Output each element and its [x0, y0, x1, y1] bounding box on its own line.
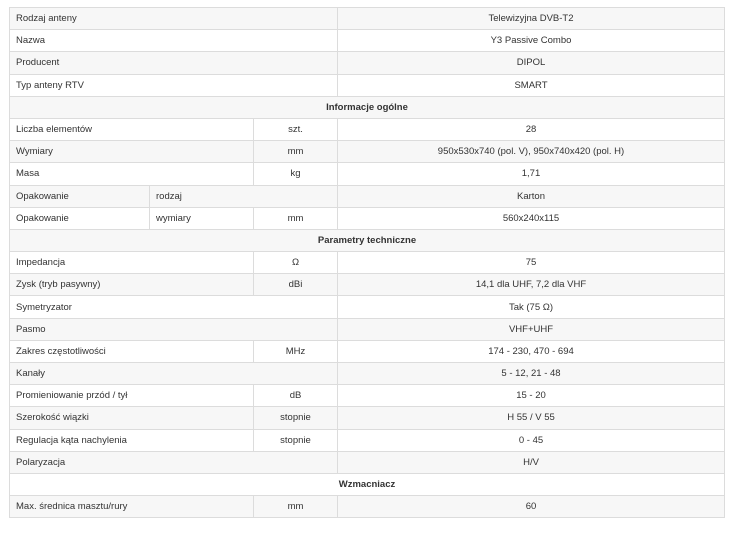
- section-title: Parametry techniczne: [10, 229, 725, 251]
- spec-unit: mm: [254, 207, 338, 229]
- spec-value: SMART: [338, 74, 725, 96]
- spec-row: [10, 385, 725, 407]
- spec-row: [10, 8, 725, 30]
- spec-unit: stopnie: [254, 407, 338, 429]
- spec-value: 560x240x115: [338, 207, 725, 229]
- spec-row: [10, 363, 725, 385]
- spec-value: 14,1 dla UHF, 7,2 dla VHF: [338, 274, 725, 296]
- spec-row: [10, 429, 725, 451]
- spec-row: [10, 274, 725, 296]
- spec-value: H 55 / V 55: [338, 407, 725, 429]
- spec-label: Pasmo: [10, 318, 338, 340]
- spec-label: Liczba elementów: [10, 118, 254, 140]
- spec-row: [10, 296, 725, 318]
- spec-unit: dB: [254, 385, 338, 407]
- spec-label: Regulacja kąta nachylenia: [10, 429, 254, 451]
- spec-value: 75: [338, 252, 725, 274]
- spec-label: Nazwa: [10, 30, 338, 52]
- spec-label: Typ anteny RTV: [10, 74, 338, 96]
- section-header-row: [10, 96, 725, 118]
- spec-value: 15 - 20: [338, 385, 725, 407]
- section-header-row: [10, 229, 725, 251]
- spec-unit: MHz: [254, 340, 338, 362]
- spec-value: 0 - 45: [338, 429, 725, 451]
- spec-row: [10, 407, 725, 429]
- spec-unit: kg: [254, 163, 338, 185]
- spec-label: Symetryzator: [10, 296, 338, 318]
- spec-label: Polaryzacja: [10, 451, 338, 473]
- spec-label: Promieniowanie przód / tył: [10, 385, 254, 407]
- spec-unit: Ω: [254, 252, 338, 274]
- spec-value: VHF+UHF: [338, 318, 725, 340]
- spec-value: 950x530x740 (pol. V), 950x740x420 (pol. H): [338, 141, 725, 163]
- spec-row: [10, 141, 725, 163]
- spec-sublabel: rodzaj: [150, 185, 338, 207]
- spec-value: Tak (75 Ω): [338, 296, 725, 318]
- spec-row: [10, 74, 725, 96]
- spec-table: [9, 7, 725, 518]
- spec-row: [10, 318, 725, 340]
- section-title: Wzmacniacz: [10, 473, 725, 495]
- spec-value: 5 - 12, 21 - 48: [338, 363, 725, 385]
- spec-label: Impedancja: [10, 252, 254, 274]
- spec-value: H/V: [338, 451, 725, 473]
- spec-value: Telewizyjna DVB-T2: [338, 8, 725, 30]
- spec-unit: mm: [254, 496, 338, 518]
- spec-label: Rodzaj anteny: [10, 8, 338, 30]
- spec-label: Opakowanie: [10, 207, 150, 229]
- spec-row: [10, 340, 725, 362]
- spec-table-container: [9, 7, 724, 518]
- spec-table-body: [10, 8, 725, 518]
- spec-label: Opakowanie: [10, 185, 150, 207]
- spec-label: Szerokość wiązki: [10, 407, 254, 429]
- spec-row: [10, 451, 725, 473]
- spec-row: [10, 163, 725, 185]
- spec-row: [10, 118, 725, 140]
- spec-unit: stopnie: [254, 429, 338, 451]
- spec-label: Zakres częstotliwości: [10, 340, 254, 362]
- section-title: Informacje ogólne: [10, 96, 725, 118]
- spec-unit: szt.: [254, 118, 338, 140]
- section-header-row: [10, 473, 725, 495]
- spec-label: Zysk (tryb pasywny): [10, 274, 254, 296]
- spec-value: 1,71: [338, 163, 725, 185]
- spec-value: 174 - 230, 470 - 694: [338, 340, 725, 362]
- spec-value: Karton: [338, 185, 725, 207]
- spec-value: Y3 Passive Combo: [338, 30, 725, 52]
- spec-unit: mm: [254, 141, 338, 163]
- spec-row: [10, 185, 725, 207]
- spec-row: [10, 207, 725, 229]
- spec-row: [10, 496, 725, 518]
- spec-label: Max. średnica masztu/rury: [10, 496, 254, 518]
- spec-unit: dBi: [254, 274, 338, 296]
- spec-value: 28: [338, 118, 725, 140]
- spec-value: DIPOL: [338, 52, 725, 74]
- spec-label: Kanały: [10, 363, 338, 385]
- spec-label: Producent: [10, 52, 338, 74]
- spec-row: [10, 52, 725, 74]
- spec-value: 60: [338, 496, 725, 518]
- spec-row: [10, 252, 725, 274]
- spec-sublabel: wymiary: [150, 207, 254, 229]
- spec-row: [10, 30, 725, 52]
- spec-label: Masa: [10, 163, 254, 185]
- spec-label: Wymiary: [10, 141, 254, 163]
